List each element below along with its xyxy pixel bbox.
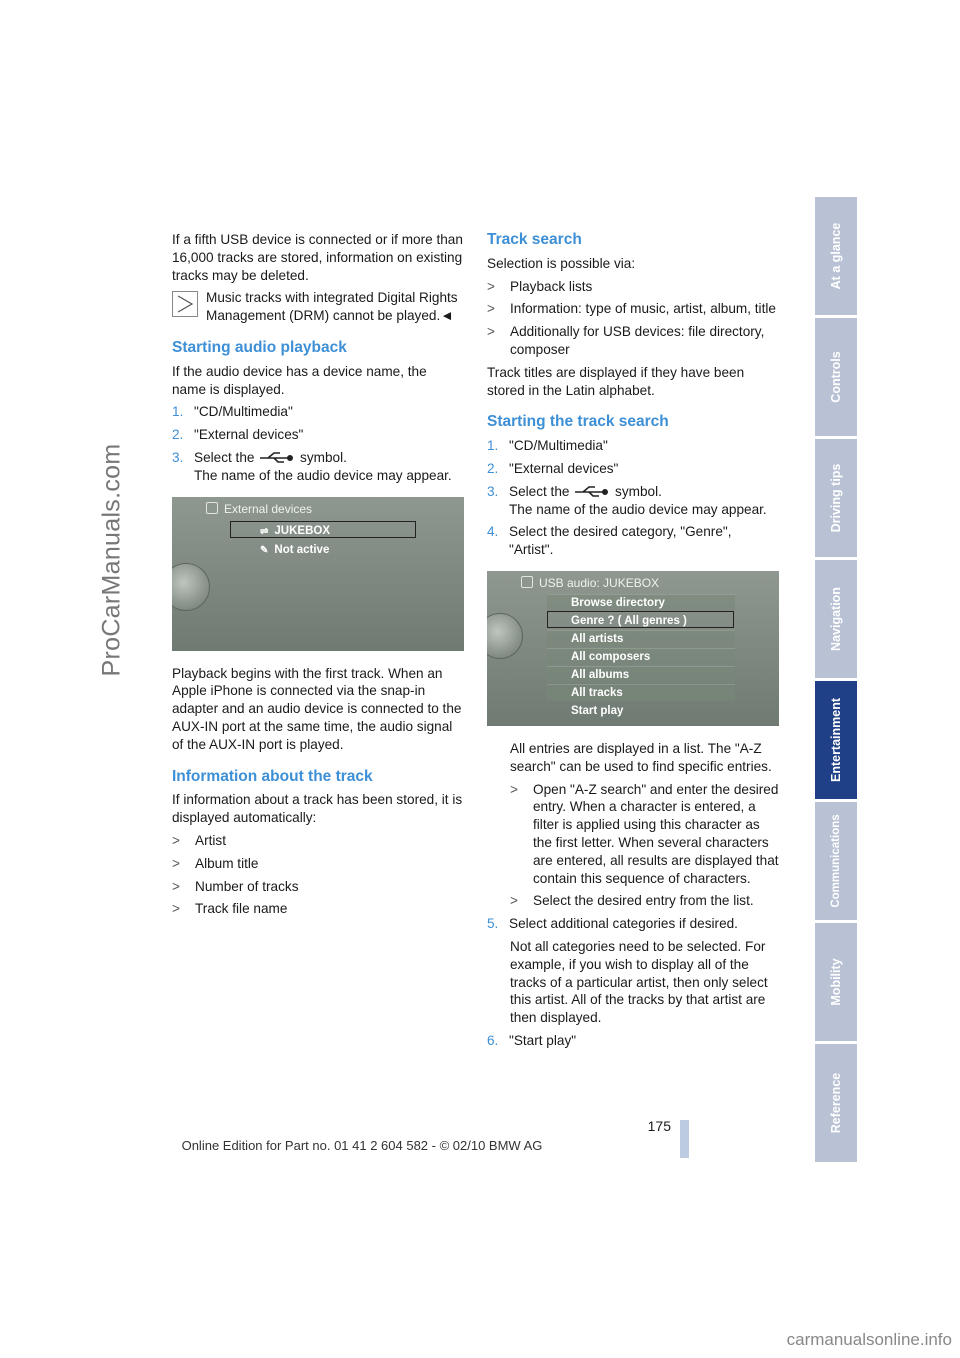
bullet-playback-lists: > Playback lists [487, 278, 593, 294]
bullet-artist: > Artist [172, 832, 226, 848]
bullet-information: > Information: type of music, artist, album, title [487, 301, 776, 317]
heading-track-search: Track search [487, 231, 582, 248]
heading-start-search: Starting the track search [487, 413, 669, 431]
bullet-filename: > Track file name [172, 901, 288, 917]
usb-icon: ⇌ [260, 525, 269, 537]
r-step-3: 3. Select the symbol. The name of the audio device may appear. [487, 483, 767, 517]
tab-navigation[interactable]: Navigation [815, 560, 857, 678]
screen-item-0: Browse directory [571, 596, 665, 609]
screen-item-6: Start play [571, 704, 624, 717]
starting-paragraph: If the audio device has a device name, the name is displayed. [172, 363, 427, 397]
tab-reference[interactable]: Reference [815, 1044, 857, 1162]
menu-icon [206, 502, 218, 514]
screen-item-3: All composers [571, 650, 651, 663]
footer-text: Online Edition for Part no. 01 41 2 604 582 - © 02/10 BMW AG [181, 1138, 543, 1153]
drm-note [172, 289, 464, 325]
tab-driving-tips[interactable]: Driving tips [815, 439, 857, 557]
pen-icon: ✎ [260, 544, 269, 556]
r-step-4: 4. Select the desired category, "Genre", "Artist". [487, 524, 732, 558]
info-paragraph: If information about a track has been stored, it is displayed automatically: [172, 792, 463, 826]
r-step-5: 5. Select additional categories if desired. [487, 916, 738, 932]
usb-symbol-icon [573, 485, 611, 499]
page-number: 175 [647, 1118, 671, 1134]
bullet-tracks: > Number of tracks [172, 878, 299, 894]
tab-entertainment[interactable]: Entertainment [815, 681, 857, 799]
screen-item-2: All artists [571, 632, 624, 645]
screen-item-1: ✎ Not active [260, 543, 330, 556]
note-end-mark: ◄ [440, 308, 454, 324]
r-step-6: 6. "Start play" [487, 1032, 577, 1048]
list-paragraph: All entries are displayed in a list. The "A-Z search" can be used to find specific entries. [510, 740, 772, 774]
right-column [487, 231, 779, 1055]
screen-item-0: ⇌ JUKEBOX [260, 524, 330, 537]
site-watermark: carmanualsonline.info [786, 1330, 952, 1349]
tab-at-a-glance[interactable]: At a glance [815, 197, 857, 315]
r-step-1: 1. "CD/Multimedia" [487, 438, 608, 454]
menu-icon [521, 576, 533, 588]
controller-knob-icon [172, 563, 210, 611]
tab-communications[interactable]: Communications [815, 802, 857, 920]
left-column [172, 231, 464, 923]
tab-mobility[interactable]: Mobility [815, 923, 857, 1041]
step-3: 3. Select the symbol. The name of the audio device may appear. [172, 449, 452, 483]
usb-audio-screenshot [487, 571, 779, 726]
usb-symbol-icon [258, 451, 296, 465]
playback-paragraph: Playback begins with the first track. When an Apple iPhone is connected via the snap-in adapter and an audio device is connected to the AUX-IN port at the same time, the audio signal of the AUX-IN port is played. [172, 665, 462, 752]
note-triangle-icon [172, 291, 198, 317]
tab-controls[interactable]: Controls [815, 318, 857, 436]
controller-knob-icon [487, 613, 523, 659]
notall-paragraph: Not all categories need to be selected. For example, if you wish to display all of the tracks of a particular artist, then only select this artist. All of the tracks by that artist are then displayed. [510, 938, 768, 1026]
side-watermark: ProCarManuals.com [97, 443, 126, 677]
sub-bullet-az: > Open "A-Z search" and enter the desired entry. When a character is entered, a filter is applied using this character as the first letter. When several characters are entered, all results are displayed that contain this sequence of characters. [510, 781, 779, 886]
heading-starting-playback: Starting audio playback [172, 338, 347, 356]
r-step-2: 2. "External devices" [487, 460, 619, 476]
sub-bullet-select: > Select the desired entry from the list. [510, 893, 754, 909]
screen-item-5: All tracks [571, 686, 623, 699]
latin-paragraph: Track titles are displayed if they have been stored in the Latin alphabet. [487, 364, 745, 398]
footer [0, 1138, 960, 1153]
step-2: 2. "External devices" [172, 427, 304, 443]
search-paragraph: Selection is possible via: [487, 255, 636, 271]
intro-paragraph: If a fifth USB device is connected or if more than 16,000 tracks are stored, information on existing tracks may be deleted. [172, 232, 463, 283]
screen-header: USB audio: JUKEBOX [539, 575, 660, 590]
screen-item-4: All albums [571, 668, 630, 681]
screen-header: External devices [224, 501, 313, 516]
note-text: Music tracks with integrated Digital Rights Management (DRM) cannot be played. [206, 290, 458, 324]
bullet-album: > Album title [172, 855, 259, 871]
external-devices-screenshot [172, 497, 464, 651]
chapter-tabs [815, 197, 857, 1165]
step-1: 1. "CD/Multimedia" [172, 404, 293, 420]
screen-item-1: Genre ? ( All genres ) [571, 614, 687, 627]
heading-track-info: Information about the track [172, 767, 373, 785]
bullet-usb: > Additionally for USB devices: file directory, composer [487, 324, 765, 357]
